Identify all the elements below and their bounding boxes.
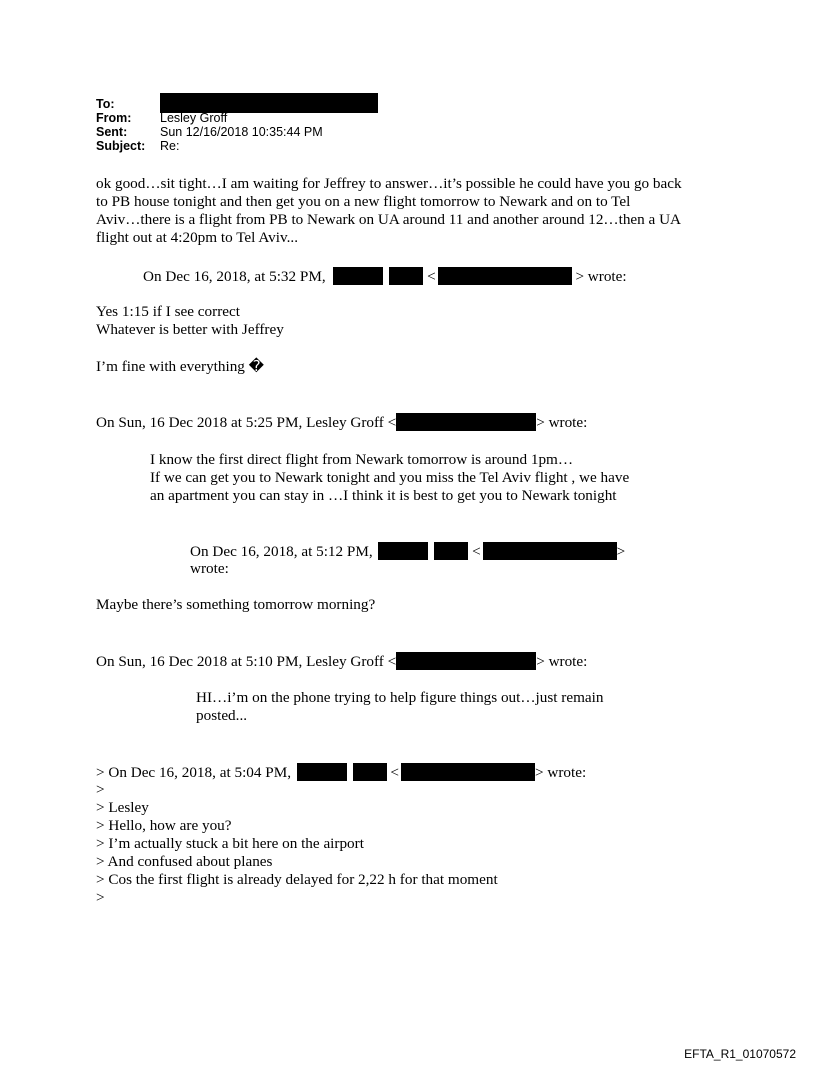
from-value: Lesley Groff <box>160 111 228 125</box>
quote1-intro-text: On Dec 16, 2018, at 5:32 PM, <box>143 268 326 285</box>
quote4-wrote: > wrote: <box>536 653 588 670</box>
message-line: ok good…sit tight…I am waiting for Jeffrey to answer…it’s possible he could have you go back <box>96 175 682 192</box>
redaction-name <box>389 267 423 285</box>
quote5-line: > Hello, how are you? <box>96 817 232 834</box>
quote5-line: > And confused about planes <box>96 853 273 870</box>
quote3-gt: > <box>616 543 626 560</box>
message-line: flight out at 4:20pm to Tel Aviv... <box>96 229 298 246</box>
quote5-line: > Lesley <box>96 799 149 816</box>
quote5-wrote: > wrote: <box>535 764 587 781</box>
to-label: To: <box>96 97 115 111</box>
message-line: to PB house tonight and then get you on a new flight tomorrow to Newark and on to Tel <box>96 193 631 210</box>
quote1-fine: I’m fine with everything � <box>96 358 265 375</box>
quote5-line: > Cos the first flight is already delayed for 2,22 h for that moment <box>96 871 498 888</box>
quote5-lt: < <box>390 764 399 781</box>
redaction-email <box>396 652 536 670</box>
quote5-line: > I’m actually stuck a bit here on the airport <box>96 835 364 852</box>
quote4-body <box>196 689 603 725</box>
message-line: Aviv…there is a flight from PB to Newark on UA around 11 and another around 12…then a UA <box>96 211 682 228</box>
quote2-intro-text: On Sun, 16 Dec 2018 at 5:25 PM, Lesley Groff < <box>96 414 397 431</box>
quote5-intro <box>96 763 586 782</box>
quote4-intro-text: On Sun, 16 Dec 2018 at 5:10 PM, Lesley Groff < <box>96 653 397 670</box>
quote3-intro-text: On Dec 16, 2018, at 5:12 PM, <box>190 543 373 560</box>
sent-label: Sent: <box>96 125 128 139</box>
message-body <box>96 175 682 247</box>
document-id: EFTA_R1_01070572 <box>684 1047 796 1061</box>
redaction-email <box>401 763 535 781</box>
from-label: From: <box>96 111 132 125</box>
quote2-wrote: > wrote: <box>536 414 588 431</box>
quote5-line: > <box>96 781 105 798</box>
redaction-name <box>333 267 383 285</box>
quote1-body <box>96 303 284 339</box>
sent-value: Sun 12/16/2018 10:35:44 PM <box>160 125 323 139</box>
redaction-name <box>378 542 428 560</box>
quote2-line: an apartment you can stay in …I think it is best to get you to Newark tonight <box>150 487 617 504</box>
subject-label: Subject: <box>96 139 146 153</box>
subject-value: Re: <box>160 139 180 153</box>
quote1-line: Yes 1:15 if I see correct <box>96 303 240 320</box>
quote4-line: posted... <box>196 707 248 724</box>
redaction-email <box>396 413 536 431</box>
quote1-wrote: > wrote: <box>575 268 627 285</box>
quote4-line: HI…i’m on the phone trying to help figure things out…just remain <box>196 689 604 706</box>
quote1-intro <box>143 267 627 286</box>
quote3-intro <box>190 542 625 561</box>
redaction-email <box>438 267 572 285</box>
quote1-line: Whatever is better with Jeffrey <box>96 321 284 338</box>
redaction-name <box>434 542 468 560</box>
email-to-row <box>96 97 160 111</box>
redaction-name <box>353 763 387 781</box>
quote4-intro <box>96 652 587 671</box>
email-sent-row <box>96 125 323 139</box>
quote5-intro-text: > On Dec 16, 2018, at 5:04 PM, <box>96 764 292 781</box>
quote5-body <box>96 781 498 907</box>
quote2-line: If we can get you to Newark tonight and you miss the Tel Aviv flight , we have <box>150 469 630 486</box>
quote2-body <box>150 451 629 505</box>
redaction-name <box>297 763 347 781</box>
quote2-line: I know the first direct flight from Newark tomorrow is around 1pm… <box>150 451 574 468</box>
quote3-lt: < <box>472 543 481 560</box>
email-from-row <box>96 111 227 125</box>
quote1-lt: < <box>427 268 436 285</box>
email-subject-row <box>96 139 179 153</box>
redaction-email <box>483 542 617 560</box>
quote3-line: Maybe there’s something tomorrow morning? <box>96 596 376 613</box>
quote3-wrote: wrote: <box>190 560 229 577</box>
redaction-to <box>160 93 378 113</box>
quote5-line: > <box>96 889 105 906</box>
quote2-intro <box>96 413 587 432</box>
